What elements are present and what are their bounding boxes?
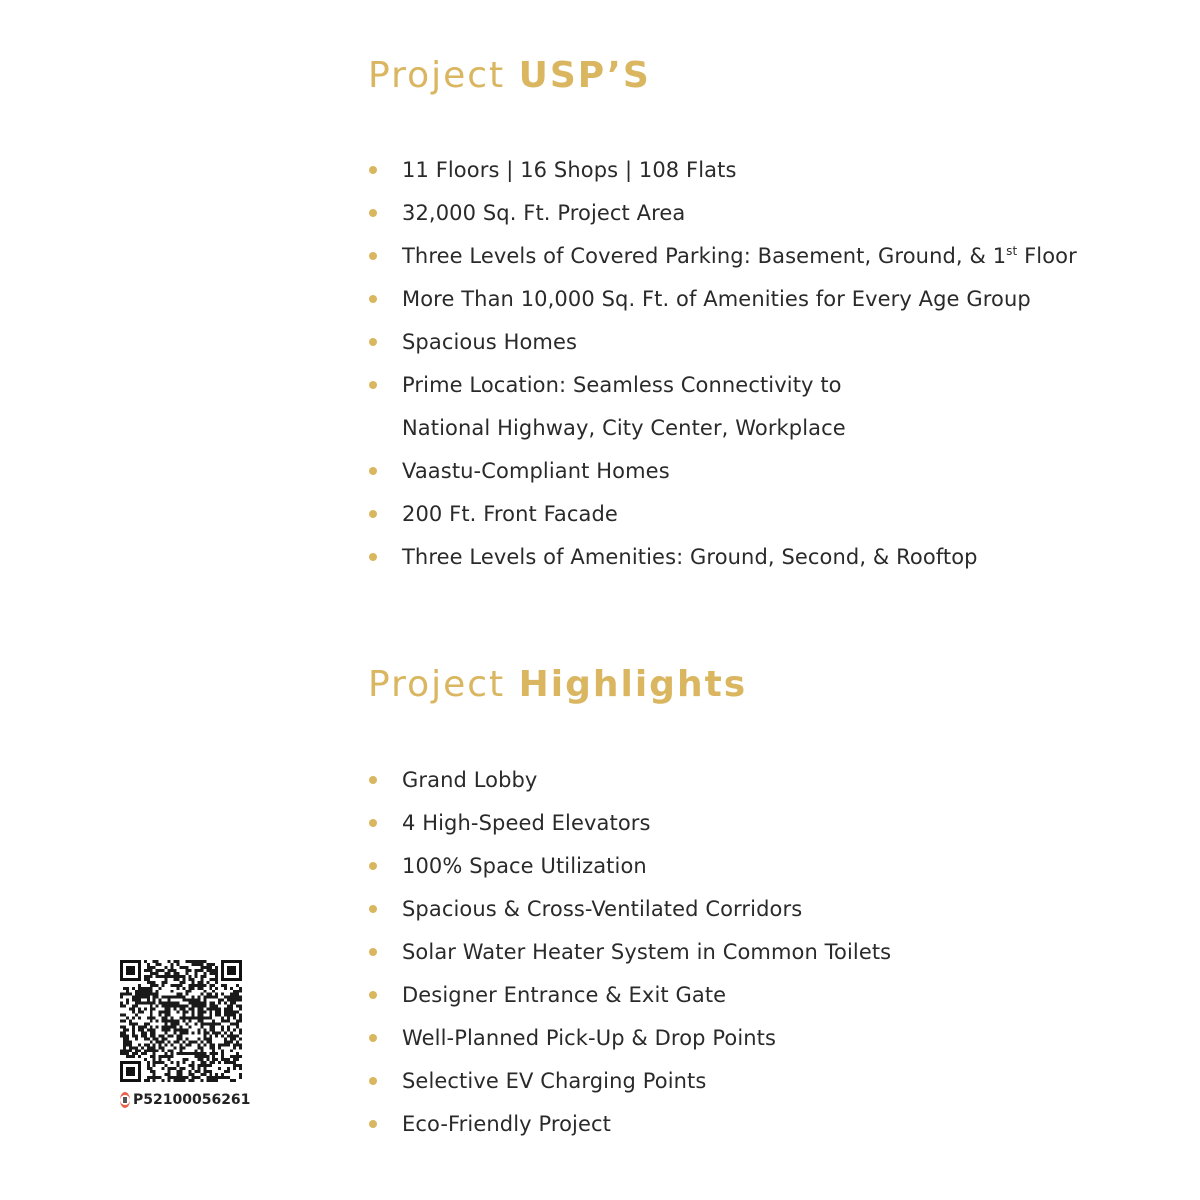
highlights-title-bold: Highlights: [518, 664, 748, 705]
list-item: 32,000 Sq. Ft. Project Area: [368, 192, 1168, 235]
rera-number: P52100056261: [133, 1092, 251, 1108]
list-item: Spacious Homes: [368, 321, 1168, 364]
rera-registration: [120, 1090, 251, 1110]
bullet-dot-icon: [369, 295, 377, 303]
bullet-dot-icon: [369, 776, 377, 784]
list-item: Three Levels of Amenities: Ground, Second, & Rooftop: [368, 536, 1168, 579]
bullet-dot-icon: [369, 819, 377, 827]
usp-title-bold: USP’S: [518, 55, 651, 96]
bullet-dot-icon: [369, 209, 377, 217]
bullet-dot-icon: [369, 991, 377, 999]
usp-section-title: [368, 55, 651, 96]
list-item: Well-Planned Pick-Up & Drop Points: [368, 1017, 1168, 1060]
highlights-title-light: Project: [368, 664, 506, 705]
bullet-dot-icon: [369, 1120, 377, 1128]
highlights-list: [368, 759, 1168, 1146]
qr-code-icon[interactable]: [120, 960, 242, 1082]
list-item: Solar Water Heater System in Common Toilets: [368, 931, 1168, 974]
usp-title-light: Project: [368, 55, 506, 96]
list-item: 11 Floors | 16 Shops | 108 Flats: [368, 149, 1168, 192]
bullet-dot-icon: [369, 1034, 377, 1042]
list-item: 4 High-Speed Elevators: [368, 802, 1168, 845]
list-item: More Than 10,000 Sq. Ft. of Amenities for Every Age Group: [368, 278, 1168, 321]
bullet-dot-icon: [369, 166, 377, 174]
bullet-dot-icon: [369, 338, 377, 346]
list-item: Prime Location: Seamless Connectivity to National Highway, City Center, Workplace: [368, 364, 1168, 450]
bullet-dot-icon: [369, 381, 377, 389]
list-item: 100% Space Utilization: [368, 845, 1168, 888]
list-item: Vaastu-Compliant Homes: [368, 450, 1168, 493]
bullet-dot-icon: [369, 553, 377, 561]
list-item: Designer Entrance & Exit Gate: [368, 974, 1168, 1017]
bullet-dot-icon: [369, 948, 377, 956]
list-item: Grand Lobby: [368, 759, 1168, 802]
bullet-dot-icon: [369, 905, 377, 913]
rera-qr-block: [120, 960, 251, 1110]
list-item: 200 Ft. Front Facade: [368, 493, 1168, 536]
bullet-dot-icon: [369, 1077, 377, 1085]
list-item: Three Levels of Covered Parking: Basement, Ground, & 1st Floor: [368, 235, 1168, 278]
bullet-dot-icon: [369, 510, 377, 518]
list-item: Eco-Friendly Project: [368, 1103, 1168, 1146]
bullet-dot-icon: [369, 862, 377, 870]
highlights-section-title: [368, 664, 748, 705]
list-item: Spacious & Cross-Ventilated Corridors: [368, 888, 1168, 931]
usp-list: [368, 149, 1168, 579]
bullet-dot-icon: [369, 252, 377, 260]
list-item: Selective EV Charging Points: [368, 1060, 1168, 1103]
bullet-dot-icon: [369, 467, 377, 475]
rera-logo-icon: [120, 1092, 130, 1108]
